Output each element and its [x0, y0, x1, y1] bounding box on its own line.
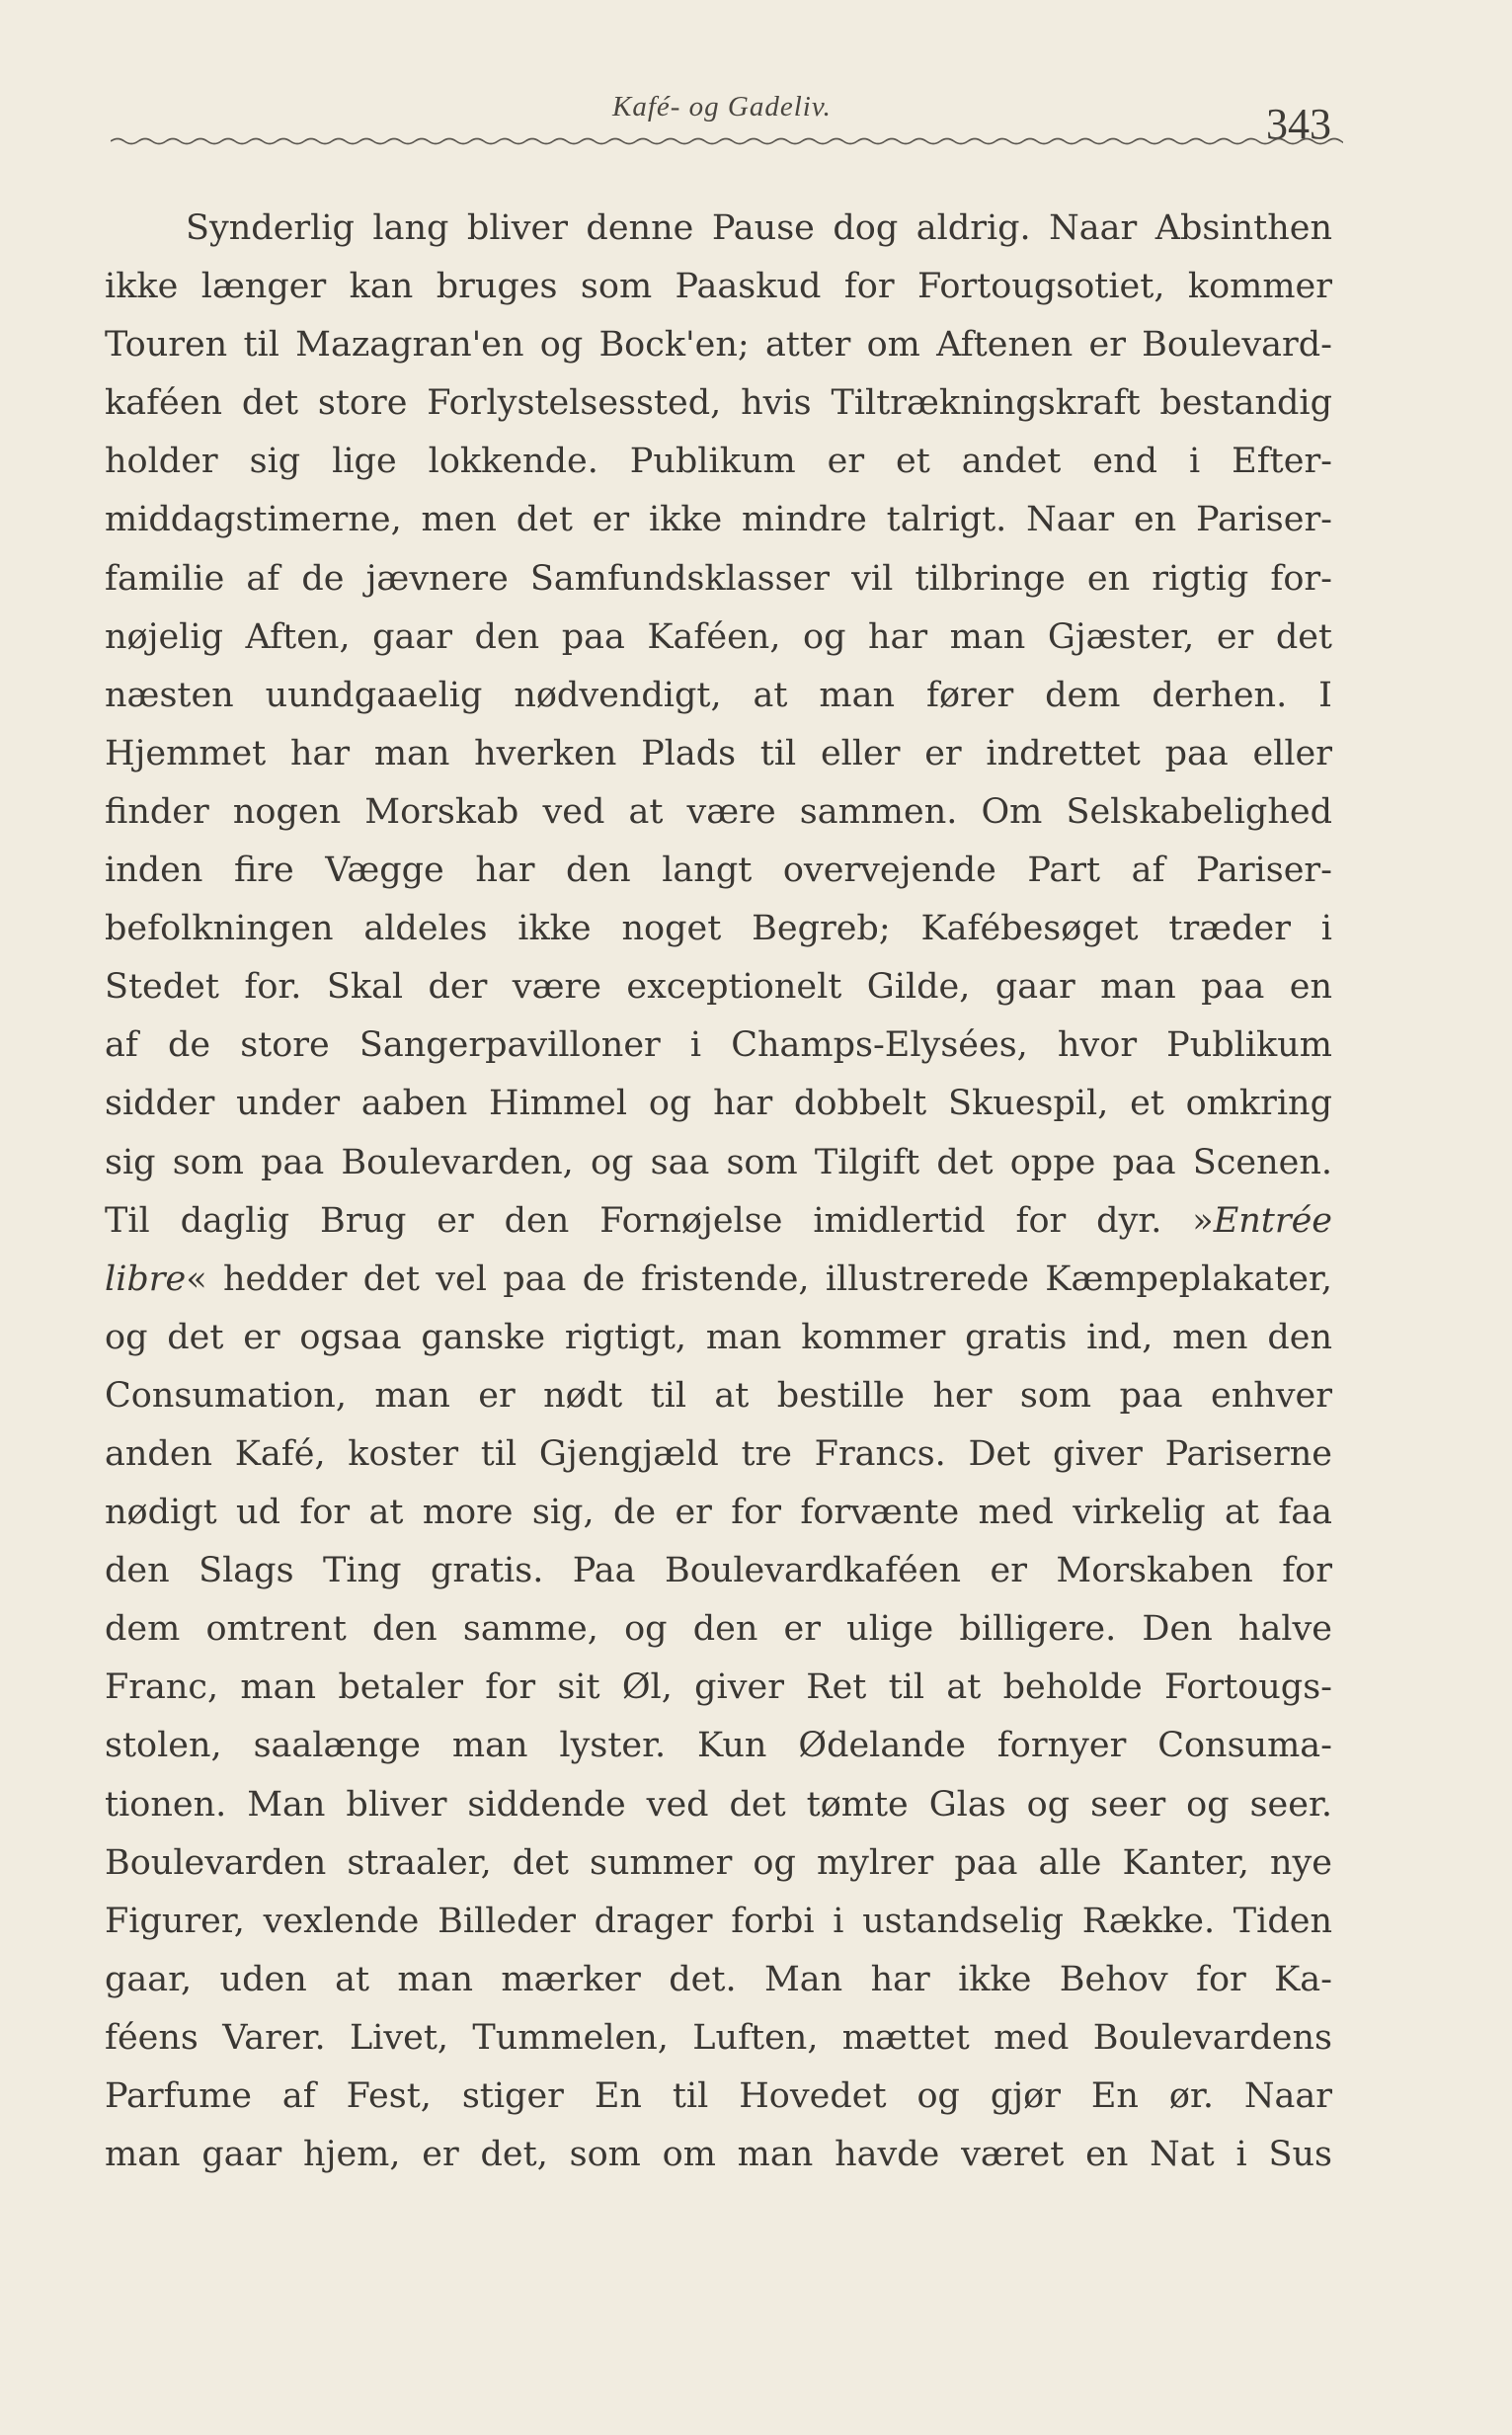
text-line: middagstimerne, men det er ikke mindre talrigt. Naar en Pariser-	[105, 500, 1332, 540]
italic-phrase: Entrée	[1213, 1200, 1332, 1241]
text-line: man gaar hjem, er det, som om man havde været en Nat i Sus	[105, 2135, 1332, 2175]
running-title: Kafé- og Gadeliv.	[612, 91, 832, 122]
text-line: Parfume af Fest, stiger En til Hovedet og gjør En ør. Naar	[105, 2076, 1332, 2116]
text-line: Til daglig Brug er den Fornøjelse imidlertid for dyr. »Entrée	[105, 1200, 1332, 1241]
text-line: Consumation, man er nødt til at bestille her som paa enhver	[105, 1375, 1332, 1416]
text-line: nødigt ud for at more sig, de er for forvænte med virkelig at faa	[105, 1493, 1332, 1533]
text-line: Boulevarden straaler, det summer og mylrer paa alle Kanter, nye	[105, 1842, 1332, 1883]
text-line: befolkningen aldeles ikke noget Begreb; Kafébesøget træder i	[105, 909, 1332, 949]
text-line: finder nogen Morskab ved at være sammen. Om Selskabelighed	[105, 791, 1332, 832]
text-line: af de store Sangerpavilloner i Champs-Elysées, hvor Publikum	[105, 1025, 1332, 1066]
text-line: sig som paa Boulevarden, og saa som Tilgift det oppe paa Scenen.	[105, 1142, 1332, 1182]
text-line: næsten uundgaaelig nødvendigt, at man fører dem derhen. I	[105, 675, 1332, 715]
text-line: inden fire Vægge har den langt overvejende Part af Pariser-	[105, 851, 1332, 891]
text-line: stolen, saalænge man lyster. Kun Ødelande fornyer Consuma-	[105, 1726, 1332, 1766]
text-line: nøjelig Aften, gaar den paa Kaféen, og har man Gjæster, er det	[105, 616, 1332, 657]
text-line: Hjemmet har man hverken Plads til eller er indrettet paa eller	[105, 733, 1332, 773]
text-line: anden Kafé, koster til Gjengjæld tre Francs. Det giver Pariserne	[105, 1433, 1332, 1474]
text-line: Touren til Mazagran'en og Bock'en; atter om Aftenen er Boulevard-	[105, 325, 1332, 365]
text-line: og det er ogsaa ganske rigtigt, man kommer gratis ind, men den	[105, 1317, 1332, 1357]
text-line: holder sig lige lokkende. Publikum er et andet end i Efter-	[105, 442, 1332, 482]
text-line: kaféen det store Forlystelsessted, hvis Tiltrækningskraft bestandig	[105, 383, 1332, 424]
italic-phrase: libre	[105, 1258, 187, 1299]
text-line: Figurer, vexlende Billeder drager forbi i ustandselig Række. Tiden	[105, 1901, 1332, 1941]
page-number: 343	[1266, 100, 1331, 148]
text-line: gaar, uden at man mærker det. Man har ikke Behov for Ka-	[105, 1959, 1332, 1999]
header-ornament-rule	[111, 134, 1343, 148]
text-line: féens Varer. Livet, Tummelen, Luften, mættet med Boulevardens	[105, 2017, 1332, 2058]
text-line: Stedet for. Skal der være exceptionelt Gilde, gaar man paa en	[105, 967, 1332, 1008]
text-line: Franc, man betaler for sit Øl, giver Ret til at beholde Fortougs-	[105, 1667, 1332, 1708]
text-line: dem omtrent den samme, og den er ulige billigere. Den halve	[105, 1609, 1332, 1650]
body-text	[105, 200, 1332, 2184]
text-line: tionen. Man bliver siddende ved det tømte Glas og seer og seer.	[105, 1784, 1332, 1825]
text-line: sidder under aaben Himmel og har dobbelt Skuespil, et omkring	[105, 1084, 1332, 1124]
text-line: ikke længer kan bruges som Paaskud for Fortougsotiet, kommer	[105, 267, 1332, 307]
text-line: Synderlig lang bliver denne Pause dog aldrig. Naar Absinthen	[186, 208, 1332, 248]
text-line: libre« hedder det vel paa de fristende, illustrerede Kæmpeplakater,	[105, 1258, 1332, 1299]
text-line: familie af de jævnere Samfundsklasser vil tilbringe en rigtig for-	[105, 558, 1332, 599]
text-line: den Slags Ting gratis. Paa Boulevardkaféen er Morskaben for	[105, 1551, 1332, 1591]
